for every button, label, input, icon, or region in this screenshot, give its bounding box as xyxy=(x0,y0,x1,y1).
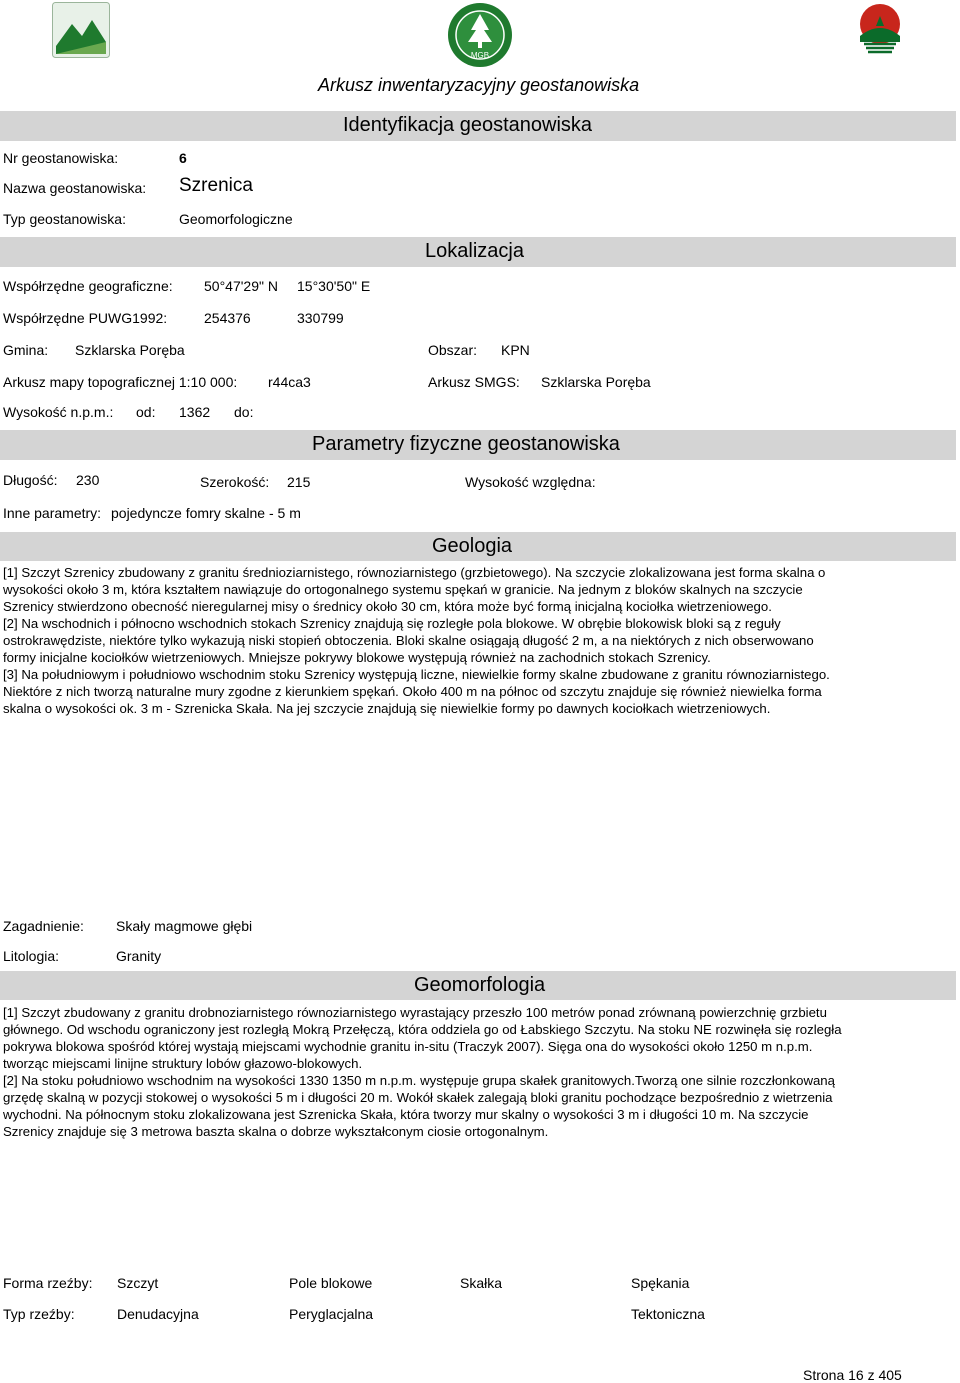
nr-label: Nr geostanowiska: xyxy=(3,150,119,166)
typ-rzezby-label: Typ rzeźby: xyxy=(3,1306,75,1322)
forma-label: Forma rzeźby: xyxy=(3,1275,93,1291)
geo-n-value: 50°47'29" N xyxy=(204,278,278,294)
forma-value: Pole blokowe xyxy=(289,1275,373,1291)
arkusz-value: r44ca3 xyxy=(268,374,311,390)
nazwa-value: Szrenica xyxy=(179,175,253,196)
logo-center xyxy=(447,2,513,68)
geologia-text: [1] Szczyt Szrenicy zbudowany z granitu średnioziarnistego, równoziarnistego (grzbietowego). Na szczycie zlokalizowana jest forma skalna o wysokości około 3 m, która kształtem nawiązuje do ortogonalnego systemu spękań w granicie. Na jednym z bloków skalnych na szczycie Szrenicy stwierdzono obecność nieregularnej misy o średnicy około 30 cm, która może być formą inicjalną kociołka wietrzeniowego. [2] Na wschodnich i północno wschodnich stokach Szrenicy znajdują się rozległe pola blokowe. W obrębie blokowisk bloki są z reguły ostrokrawędziste, niektóre tylko wykazują niski stopień obtoczenia. Bloki skalne osiągają długość 2 m, a na niektórych z nich obserwowano formy inicjalne kociołków wietrzeniowych. Mniejsze pokrywy blokowe występują również na zachodnich stokach Szrenicy. [3] Na południowym i południowo wschodnim stoku Szrenicy występują liczne, niewielkie formy skalne zbudowane z granitu równoziarnistego. Niektóre z nich tworzą naturalne mury zgodne z kierunkiem spękań. Około 400 m na północ od szczytu znajduje się również niewielka forma skalna o wysokości ok. 3 m - Szrenicka Skała. Na jej szczycie znajdują się niewielkie formy po dawnych kociołkach wietrzeniowych. xyxy=(3,565,830,716)
smgs-label: Arkusz SMGS: xyxy=(428,374,520,390)
wys-label: Wysokość n.p.m.: xyxy=(3,404,114,420)
obszar-label: Obszar: xyxy=(428,342,478,358)
section-title-parametry: Parametry fizyczne geostanowiska xyxy=(312,433,620,455)
puwg-y-value: 330799 xyxy=(297,310,344,326)
do-label: do: xyxy=(234,404,254,420)
gmina-label: Gmina: xyxy=(3,342,49,358)
puwg-x-value: 254376 xyxy=(204,310,251,326)
logo-left xyxy=(52,2,110,58)
szerokosc-label: Szerokość: xyxy=(200,474,270,490)
geo-e-value: 15°30'50" E xyxy=(297,278,371,294)
szerokosc-value: 215 xyxy=(287,474,311,490)
od-value: 1362 xyxy=(179,404,211,420)
page-number: Strona 16 z 405 xyxy=(803,1367,902,1383)
forma-value: Spękania xyxy=(631,1275,690,1291)
section-title-geologia: Geologia xyxy=(432,535,513,557)
logo-right xyxy=(852,2,908,58)
litologia-value: Granity xyxy=(116,948,162,964)
inne-label: Inne parametry: xyxy=(3,505,102,521)
wysokosc-label: Wysokość względna: xyxy=(465,474,596,490)
section-title-geomorfologia: Geomorfologia xyxy=(414,974,546,996)
geomorfologia-text: [1] Szczyt zbudowany z granitu drobnoziarnistego równoziarnistego wyrastający przeszło 100 metrów ponad zrównaną powierzchnię grzbietu głównego. Od wschodu ograniczony jest rozległą Mokrą Przełęczą, która oddziela go od Łabskiego Szczytu. Na stoku NE rozwinęła się rozległa pokrywa blokowa spośród której wystają miejscami wychodnie granitu in-situ (Traczyk 2007). Sięga ona do wysokości około 1250 m n.p.m. tworząc miejscami linijne struktury lobów głazowo-blokowych. [2] Na stoku południowo wschodnim na wysokości 1330 1350 m n.p.m. występuje grupa skałek granitowych.Tworzą one silnie rozczłonkowaną grzędę skalną w pozycji stokowej o wysokości 5 m i długości 20 m. Wokół skałek zalegają bloki granitu pochodzące bezpośrednio z wietrzenia wychodni. Na północnym stoku zlokalizowana jest Szrenicka Skała, która tworzy mur skalny o wysokości 3 m i długości 10 m. Na szczycie Szrenicy znajduje się 3 metrowa baszta skalna o dobrze wykształconym ciosie ortogonalnym. xyxy=(3,1005,842,1139)
sheet-title: Arkusz inwentaryzacyjny geostanowiska xyxy=(318,75,640,95)
typ-rzezby-value: Tektoniczna xyxy=(631,1306,705,1322)
section-title-identyfikacja: Identyfikacja geostanowiska xyxy=(343,114,593,136)
obszar-value: KPN xyxy=(501,342,530,358)
zagadnienie-label: Zagadnienie: xyxy=(3,918,84,934)
od-label: od: xyxy=(136,404,156,420)
logo-center-text: MGB xyxy=(470,51,490,60)
typ-rzezby-value: Peryglacjalna xyxy=(289,1306,374,1322)
section-title-lokalizacja: Lokalizacja xyxy=(425,240,524,262)
inne-value: pojedyncze fomry skalne - 5 m xyxy=(111,505,301,521)
nr-value: 6 xyxy=(179,150,187,166)
typ-value: Geomorfologiczne xyxy=(179,211,293,227)
forma-value: Skałka xyxy=(460,1275,503,1291)
nazwa-label: Nazwa geostanowiska: xyxy=(3,180,147,196)
forma-value: Szczyt xyxy=(117,1275,159,1291)
typ-label: Typ geostanowiska: xyxy=(3,211,126,227)
dlugosc-value: 230 xyxy=(76,472,100,488)
puwg-label: Współrzędne PUWG1992: xyxy=(3,310,168,326)
gmina-value: Szklarska Poręba xyxy=(75,342,185,358)
litologia-label: Litologia: xyxy=(3,948,60,964)
smgs-value: Szklarska Poręba xyxy=(541,374,651,390)
geo-label: Współrzędne geograficzne: xyxy=(3,278,173,294)
arkusz-label: Arkusz mapy topograficznej 1:10 000: xyxy=(3,374,238,390)
dlugosc-label: Długość: xyxy=(3,472,58,488)
zagadnienie-value: Skały magmowe głębi xyxy=(116,918,253,934)
typ-rzezby-value: Denudacyjna xyxy=(117,1306,199,1322)
